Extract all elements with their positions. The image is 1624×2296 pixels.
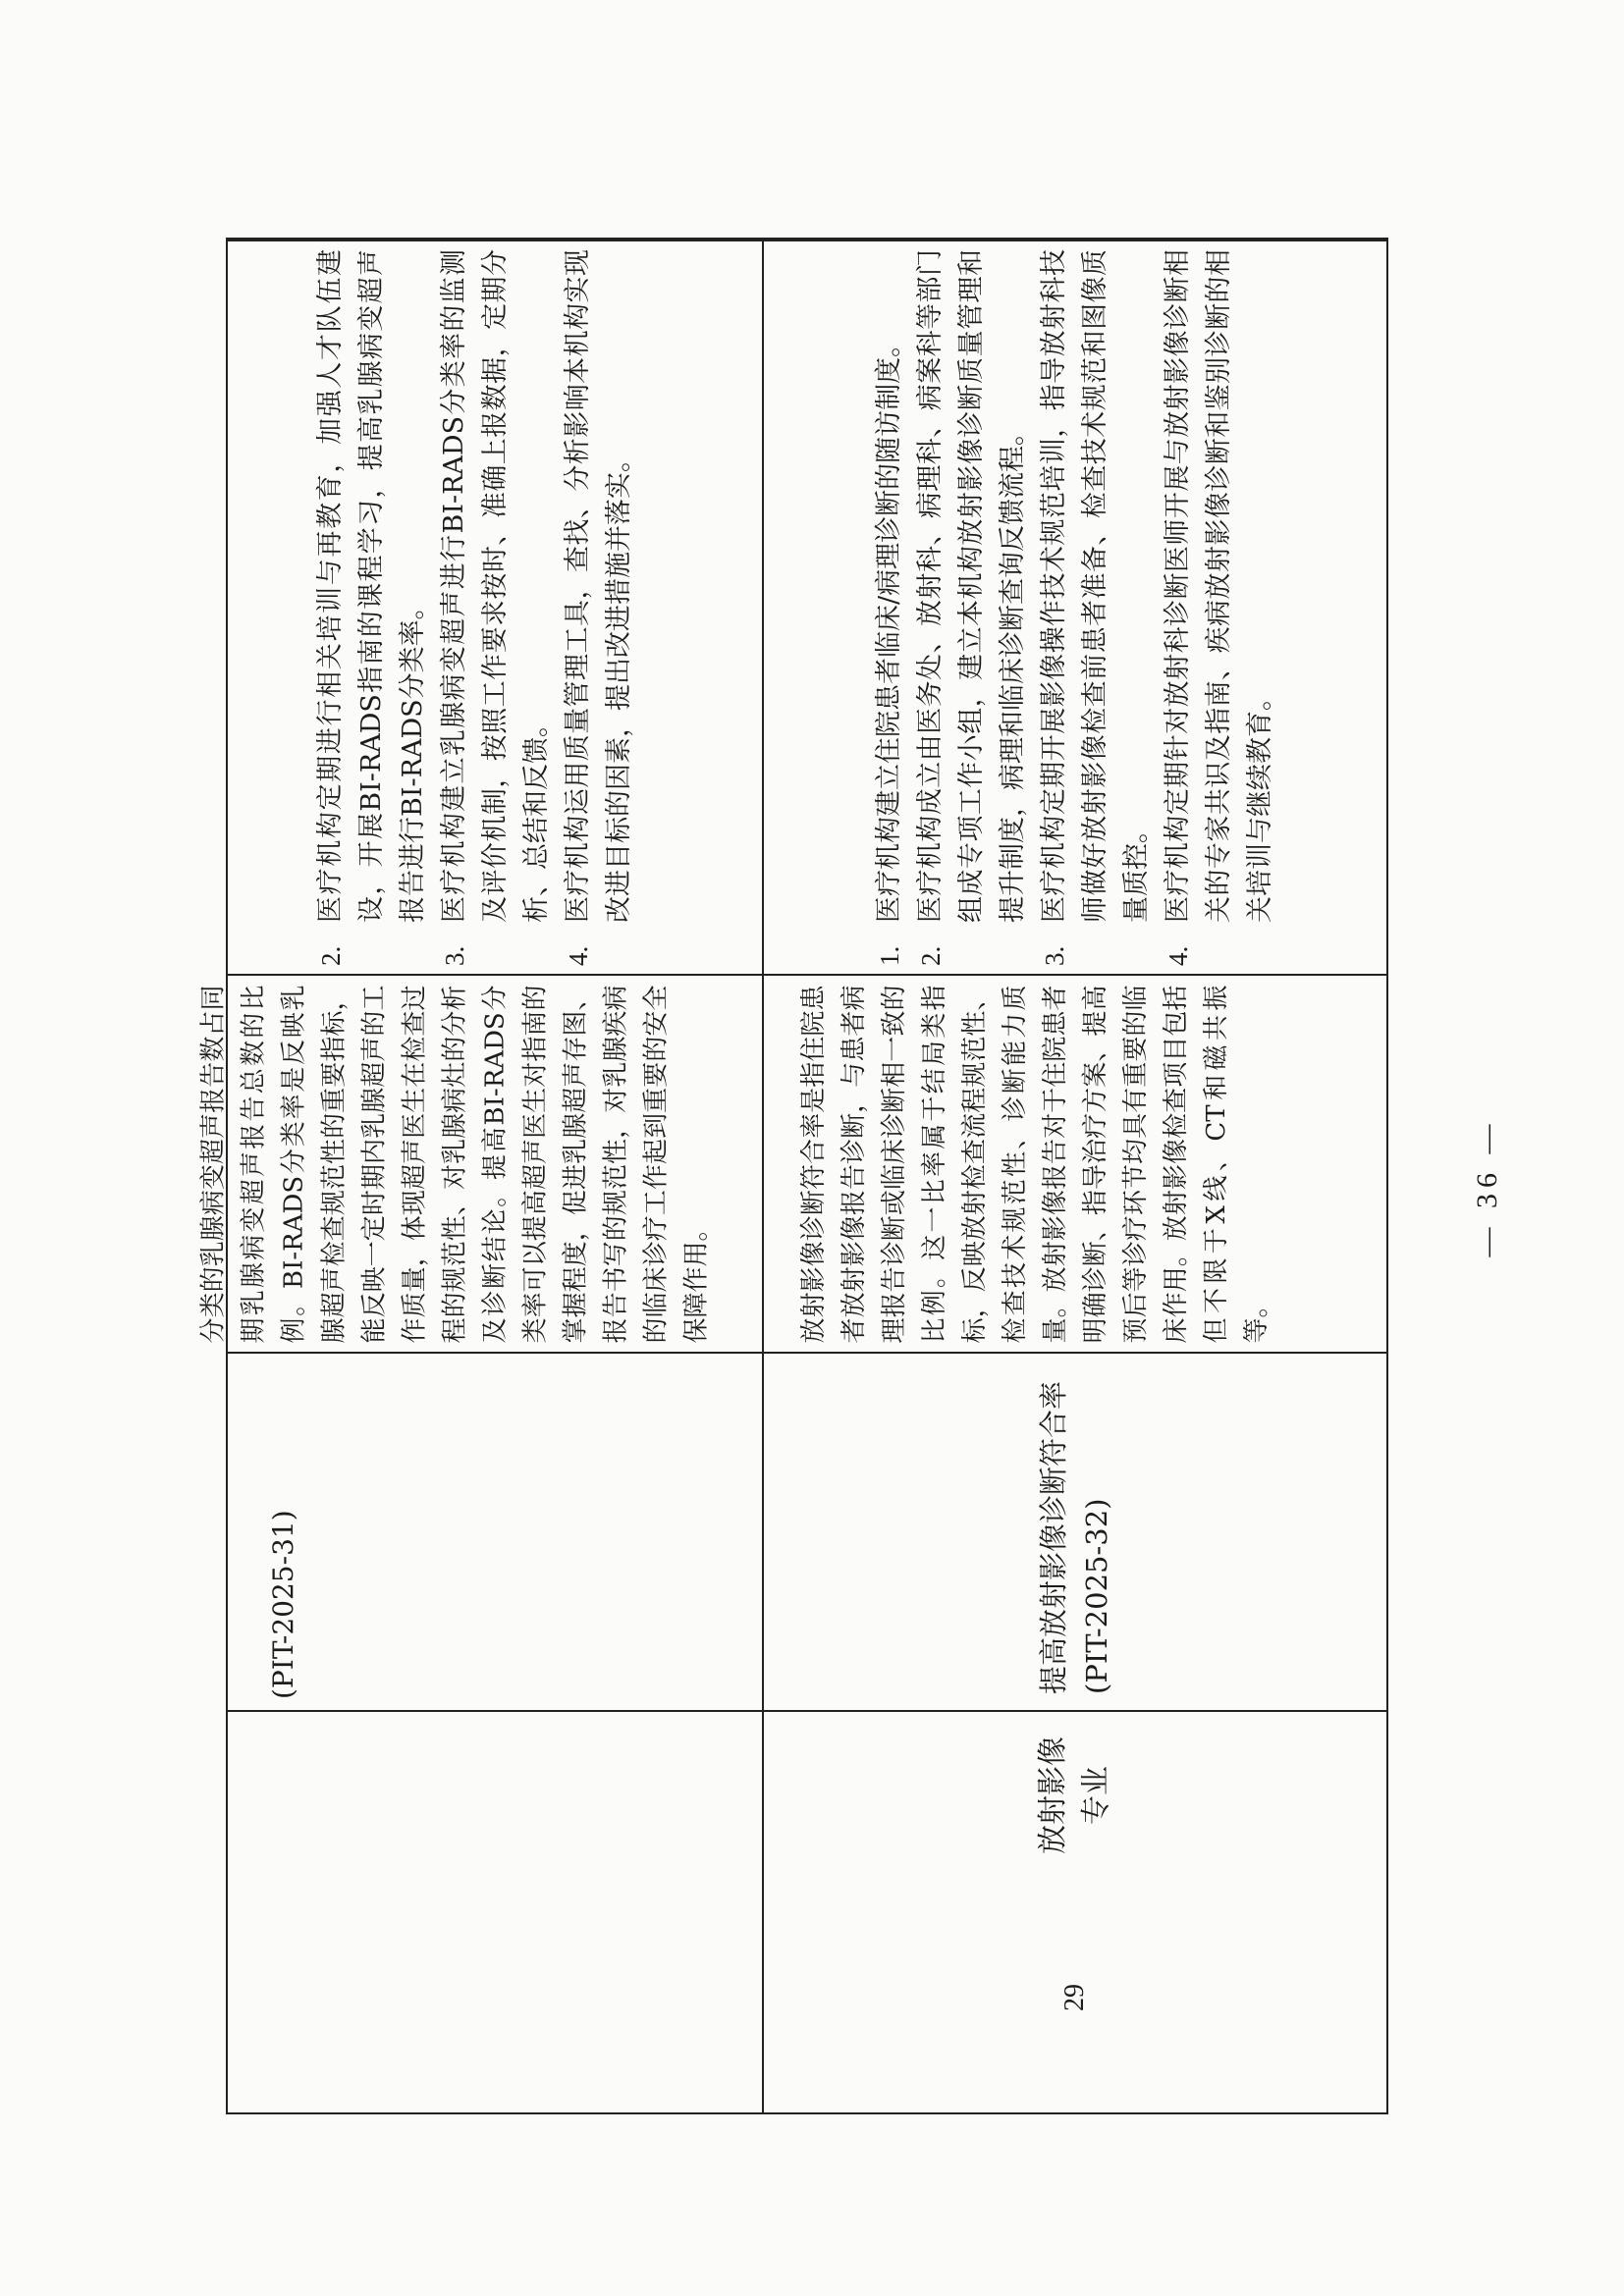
- indicator-table: [198, 238, 1388, 2114]
- specialty-cell: [228, 1710, 762, 1878]
- measures-list: [310, 249, 640, 966]
- specialty-name: 放射影像专业: [1036, 1735, 1113, 1854]
- measure-number: 2.: [316, 945, 346, 966]
- list-item: [910, 249, 1034, 966]
- measure-number: 3.: [1040, 945, 1069, 966]
- list-item: [434, 249, 558, 966]
- row-number-cell: [764, 1878, 1386, 2116]
- measure-number: 4.: [1164, 945, 1193, 966]
- list-item: [1034, 249, 1158, 966]
- definition-text: 放射影像诊断符合率是指住院患者放射影像报告诊断，与患者病理报告诊断或临床诊断相一致的比例。这一比率属于结局类指标，反映放射检查流程规范性、检查技术规范性、诊断能力质量。放射影像报告对于住院患者明确诊断、指导治疗方案、提高预后等诊疗环节均具有重要的临床作用。放射影像检查项目包括但不限于X线、CT和磁共振等。: [799, 985, 1272, 1343]
- indicator-cell: [764, 1352, 1386, 1710]
- definition-text: 分类的乳腺病变超声报告数占同期乳腺病变超声报告总数的比例。BI-RADS分类率是反映乳腺超声检查规范性的重要指标，能反映一定时期内乳腺超声的工作质量，体现超声医生在检查过程的规范性、对乳腺病灶的分析及诊断结论。提高BI-RADS分类率可以提高超声医生对指南的掌握程度，促进乳腺超声存图、报告书写的规范性，对乳腺疾病的临床诊疗工作起到重要的安全保障作用。: [198, 985, 712, 1343]
- definition-cell: [764, 974, 1386, 1352]
- measure-text: 医疗机构成立由医务处、放射科、病理科、病案科等部门组成专项工作小组，建立本机构放射影像诊断质量管理和提升制度，病理和临床诊断查询反馈流程。: [915, 249, 1028, 923]
- row-number-cell: [228, 1878, 762, 2116]
- page-number: — 36 —: [1471, 1118, 1503, 1257]
- table-row: [764, 240, 1386, 2112]
- list-item: [869, 249, 910, 966]
- measure-number: 2.: [916, 945, 946, 966]
- measure-text: 医疗机构定期开展影像操作技术规范培训，指导放射科技师做好放射影像检查前患者准备、检查技术规范和图像质量质控。: [1039, 249, 1152, 923]
- table-row: [198, 240, 764, 2112]
- row-number: 29: [1059, 1983, 1090, 2011]
- measure-number: 1.: [875, 945, 904, 966]
- measures-cell: [764, 240, 1386, 974]
- specialty-cell: [764, 1710, 1386, 1878]
- measure-number: 4.: [564, 945, 593, 966]
- indicator-name: 提高放射影像诊断符合率(PIT-2025-32): [1037, 1380, 1113, 1694]
- measure-number: 3.: [440, 945, 469, 966]
- list-item: [310, 249, 434, 966]
- indicator-name: (PIT-2025-31): [267, 1509, 299, 1699]
- measures-cell: [228, 240, 762, 974]
- list-item: [1158, 249, 1281, 966]
- measure-text: 医疗机构建立乳腺病变超声进行BI-RADS分类率的监测及评价机制，按照工作要求按时、准确上报数据，定期分析、总结和反馈。: [439, 249, 552, 923]
- indicator-cell: [228, 1352, 762, 1710]
- measure-text: 医疗机构建立住院患者临床/病理诊断的随访制度。: [874, 330, 904, 923]
- definition-cell: [198, 974, 762, 1352]
- measure-text: 医疗机构运用质量管理工具，查找、分析影响本机构实现改进目标的因素，提出改进措施并落实。: [563, 249, 634, 923]
- measures-list: [869, 249, 1281, 966]
- list-item: [558, 249, 640, 966]
- measure-text: 医疗机构定期进行相关培训与再教育，加强人才队伍建设，开展BI-RADS指南的课程学习，提高乳腺病变超声报告进行BI-RADS分类率。: [315, 249, 428, 923]
- measure-text: 医疗机构定期针对放射科诊断医师开展与放射影像诊断相关的专家共识及指南、疾病放射影像诊断和鉴别诊断的相关培训与继续教育。: [1163, 249, 1275, 923]
